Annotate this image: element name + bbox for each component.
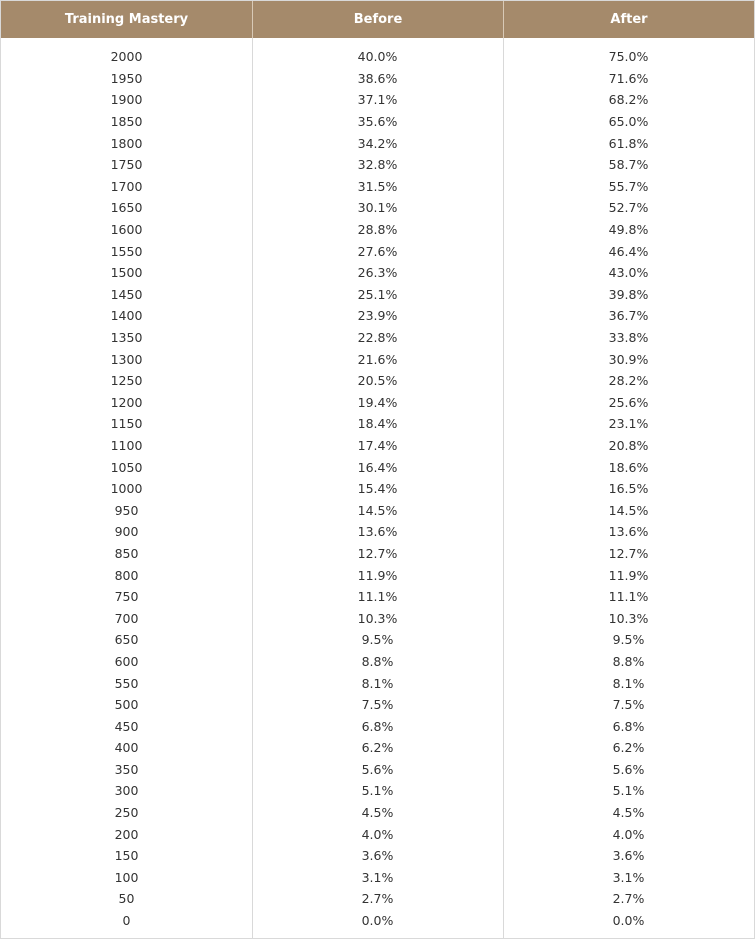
cell-training-mastery: 1000: [110, 481, 143, 497]
cell-training-mastery: 1700: [110, 178, 143, 194]
cell-training-mastery: 650: [114, 632, 139, 648]
table-row: [1, 715, 754, 737]
cell-training-mastery: 1150: [110, 416, 143, 432]
cell-after: 5.1%: [612, 783, 645, 799]
table-row: [1, 607, 754, 629]
cell-after: 8.8%: [612, 653, 645, 669]
cell-after: 14.5%: [608, 502, 649, 518]
cell-training-mastery: 1200: [110, 394, 143, 410]
cell-before: 14.5%: [357, 502, 398, 518]
cell-before: 17.4%: [357, 437, 398, 453]
cell-before: 20.5%: [357, 373, 398, 389]
cell-after: 16.5%: [608, 481, 649, 497]
cell-before: 4.5%: [361, 805, 394, 821]
cell-before: 38.6%: [357, 70, 398, 86]
table-row: [1, 737, 754, 759]
cell-after: 4.5%: [612, 805, 645, 821]
cell-before: 5.6%: [361, 761, 394, 777]
cell-before: 8.1%: [361, 675, 394, 691]
cell-training-mastery: 1550: [110, 243, 143, 259]
cell-after: 20.8%: [608, 437, 649, 453]
table-row: [1, 392, 754, 414]
cell-training-mastery: 1300: [110, 351, 143, 367]
cell-training-mastery: 0: [122, 913, 131, 929]
table-row: [1, 780, 754, 802]
cell-after: 2.7%: [612, 891, 645, 907]
cell-before: 23.9%: [357, 308, 398, 324]
table-row: [1, 327, 754, 349]
cell-before: 16.4%: [357, 459, 398, 475]
cell-after: 25.6%: [608, 394, 649, 410]
cell-training-mastery: 2000: [110, 49, 143, 65]
cell-before: 27.6%: [357, 243, 398, 259]
table-row: [1, 435, 754, 457]
cell-training-mastery: 1750: [110, 157, 143, 173]
table-row: [1, 478, 754, 500]
cell-before: 9.5%: [361, 632, 394, 648]
cell-training-mastery: 850: [114, 545, 139, 561]
cell-training-mastery: 700: [114, 610, 139, 626]
cell-before: 6.8%: [361, 718, 394, 734]
table-row: [1, 586, 754, 608]
cell-training-mastery: 1600: [110, 222, 143, 238]
cell-after: 52.7%: [608, 200, 649, 216]
cell-training-mastery: 950: [114, 502, 139, 518]
cell-training-mastery: 450: [114, 718, 139, 734]
cell-training-mastery: 250: [114, 805, 139, 821]
cell-before: 15.4%: [357, 481, 398, 497]
table-row: [1, 240, 754, 262]
cell-training-mastery: 800: [114, 567, 139, 583]
cell-after: 68.2%: [608, 92, 649, 108]
cell-before: 31.5%: [357, 178, 398, 194]
table-row: [1, 154, 754, 176]
table-row: [1, 456, 754, 478]
header-after: After: [503, 1, 754, 38]
cell-after: 46.4%: [608, 243, 649, 259]
cell-training-mastery: 900: [114, 524, 139, 540]
cell-before: 7.5%: [361, 697, 394, 713]
table-row: [1, 651, 754, 673]
cell-after: 23.1%: [608, 416, 649, 432]
cell-before: 40.0%: [357, 49, 398, 65]
cell-training-mastery: 600: [114, 653, 139, 669]
cell-before: 13.6%: [357, 524, 398, 540]
cell-before: 12.7%: [357, 545, 398, 561]
cell-training-mastery: 1450: [110, 286, 143, 302]
cell-after: 49.8%: [608, 222, 649, 238]
cell-before: 22.8%: [357, 330, 398, 346]
table-row: [1, 802, 754, 824]
cell-training-mastery: 150: [114, 848, 139, 864]
cell-before: 3.6%: [361, 848, 394, 864]
table-row: [1, 284, 754, 306]
cell-after: 8.1%: [612, 675, 645, 691]
cell-training-mastery: 1800: [110, 135, 143, 151]
cell-after: 55.7%: [608, 178, 649, 194]
cell-training-mastery: 350: [114, 761, 139, 777]
cell-after: 9.5%: [612, 632, 645, 648]
table-row: [1, 111, 754, 133]
cell-after: 11.9%: [608, 567, 649, 583]
table-row: [1, 521, 754, 543]
cell-training-mastery: 400: [114, 740, 139, 756]
table-row: [1, 672, 754, 694]
cell-after: 58.7%: [608, 157, 649, 173]
cell-training-mastery: 1850: [110, 114, 143, 130]
cell-training-mastery: 200: [114, 826, 139, 842]
table-row: [1, 176, 754, 198]
cell-training-mastery: 50: [118, 891, 135, 907]
table-row: [1, 694, 754, 716]
table-row: [1, 370, 754, 392]
cell-after: 4.0%: [612, 826, 645, 842]
cell-after: 3.6%: [612, 848, 645, 864]
cell-after: 0.0%: [612, 913, 645, 929]
table-row: [1, 68, 754, 90]
header-training-mastery: Training Mastery: [64, 12, 189, 27]
cell-after: 3.1%: [612, 869, 645, 885]
cell-training-mastery: 1650: [110, 200, 143, 216]
cell-before: 8.8%: [361, 653, 394, 669]
cell-after: 7.5%: [612, 697, 645, 713]
cell-training-mastery: 1350: [110, 330, 143, 346]
table-body: [1, 38, 754, 938]
table-row: [1, 197, 754, 219]
table-row: [1, 89, 754, 111]
cell-after: 18.6%: [608, 459, 649, 475]
cell-before: 32.8%: [357, 157, 398, 173]
table-row: [1, 759, 754, 781]
cell-before: 11.1%: [357, 589, 398, 605]
cell-before: 3.1%: [361, 869, 394, 885]
cell-training-mastery: 750: [114, 589, 139, 605]
table-row: [1, 262, 754, 284]
cell-training-mastery: 1900: [110, 92, 143, 108]
cell-after: 13.6%: [608, 524, 649, 540]
table-row: [1, 46, 754, 68]
table-row: [1, 629, 754, 651]
cell-after: 61.8%: [608, 135, 649, 151]
cell-after: 36.7%: [608, 308, 649, 324]
cell-before: 19.4%: [357, 394, 398, 410]
cell-before: 35.6%: [357, 114, 398, 130]
cell-after: 12.7%: [608, 545, 649, 561]
table-rows: [1, 46, 754, 931]
cell-after: 33.8%: [608, 330, 649, 346]
cell-after: 10.3%: [608, 610, 649, 626]
cell-before: 28.8%: [357, 222, 398, 238]
header-before: Before: [252, 1, 503, 38]
table-row: [1, 543, 754, 565]
cell-after: 11.1%: [608, 589, 649, 605]
table-row: [1, 564, 754, 586]
table-row: [1, 499, 754, 521]
cell-training-mastery: 1950: [110, 70, 143, 86]
cell-training-mastery: 100: [114, 869, 139, 885]
cell-training-mastery: 1400: [110, 308, 143, 324]
cell-training-mastery: 550: [114, 675, 139, 691]
cell-training-mastery: 500: [114, 697, 139, 713]
cell-before: 2.7%: [361, 891, 394, 907]
table-row: [1, 910, 754, 932]
table-row: [1, 867, 754, 889]
cell-training-mastery: 1250: [110, 373, 143, 389]
table-row: [1, 132, 754, 154]
cell-after: 28.2%: [608, 373, 649, 389]
cell-before: 21.6%: [357, 351, 398, 367]
cell-before: 5.1%: [361, 783, 394, 799]
cell-after: 30.9%: [608, 351, 649, 367]
table-row: [1, 413, 754, 435]
cell-before: 10.3%: [357, 610, 398, 626]
table-row: [1, 305, 754, 327]
table-row: [1, 823, 754, 845]
cell-after: 71.6%: [608, 70, 649, 86]
cell-before: 18.4%: [357, 416, 398, 432]
cell-before: 30.1%: [357, 200, 398, 216]
cell-after: 43.0%: [608, 265, 649, 281]
cell-before: 0.0%: [361, 913, 394, 929]
cell-before: 6.2%: [361, 740, 394, 756]
table-row: [1, 348, 754, 370]
cell-before: 26.3%: [357, 265, 398, 281]
cell-after: 6.8%: [612, 718, 645, 734]
cell-training-mastery: 300: [114, 783, 139, 799]
cell-before: 4.0%: [361, 826, 394, 842]
cell-after: 65.0%: [608, 114, 649, 130]
table-header: [1, 1, 754, 38]
cell-before: 34.2%: [357, 135, 398, 151]
cell-before: 11.9%: [357, 567, 398, 583]
cell-training-mastery: 1500: [110, 265, 143, 281]
cell-before: 37.1%: [357, 92, 398, 108]
table-row: [1, 845, 754, 867]
cell-after: 39.8%: [608, 286, 649, 302]
table-row: [1, 219, 754, 241]
table-row: [1, 888, 754, 910]
cell-after: 5.6%: [612, 761, 645, 777]
cell-training-mastery: 1100: [110, 437, 143, 453]
cell-after: 6.2%: [612, 740, 645, 756]
cell-after: 75.0%: [608, 49, 649, 65]
cell-before: 25.1%: [357, 286, 398, 302]
cell-training-mastery: 1050: [110, 459, 143, 475]
